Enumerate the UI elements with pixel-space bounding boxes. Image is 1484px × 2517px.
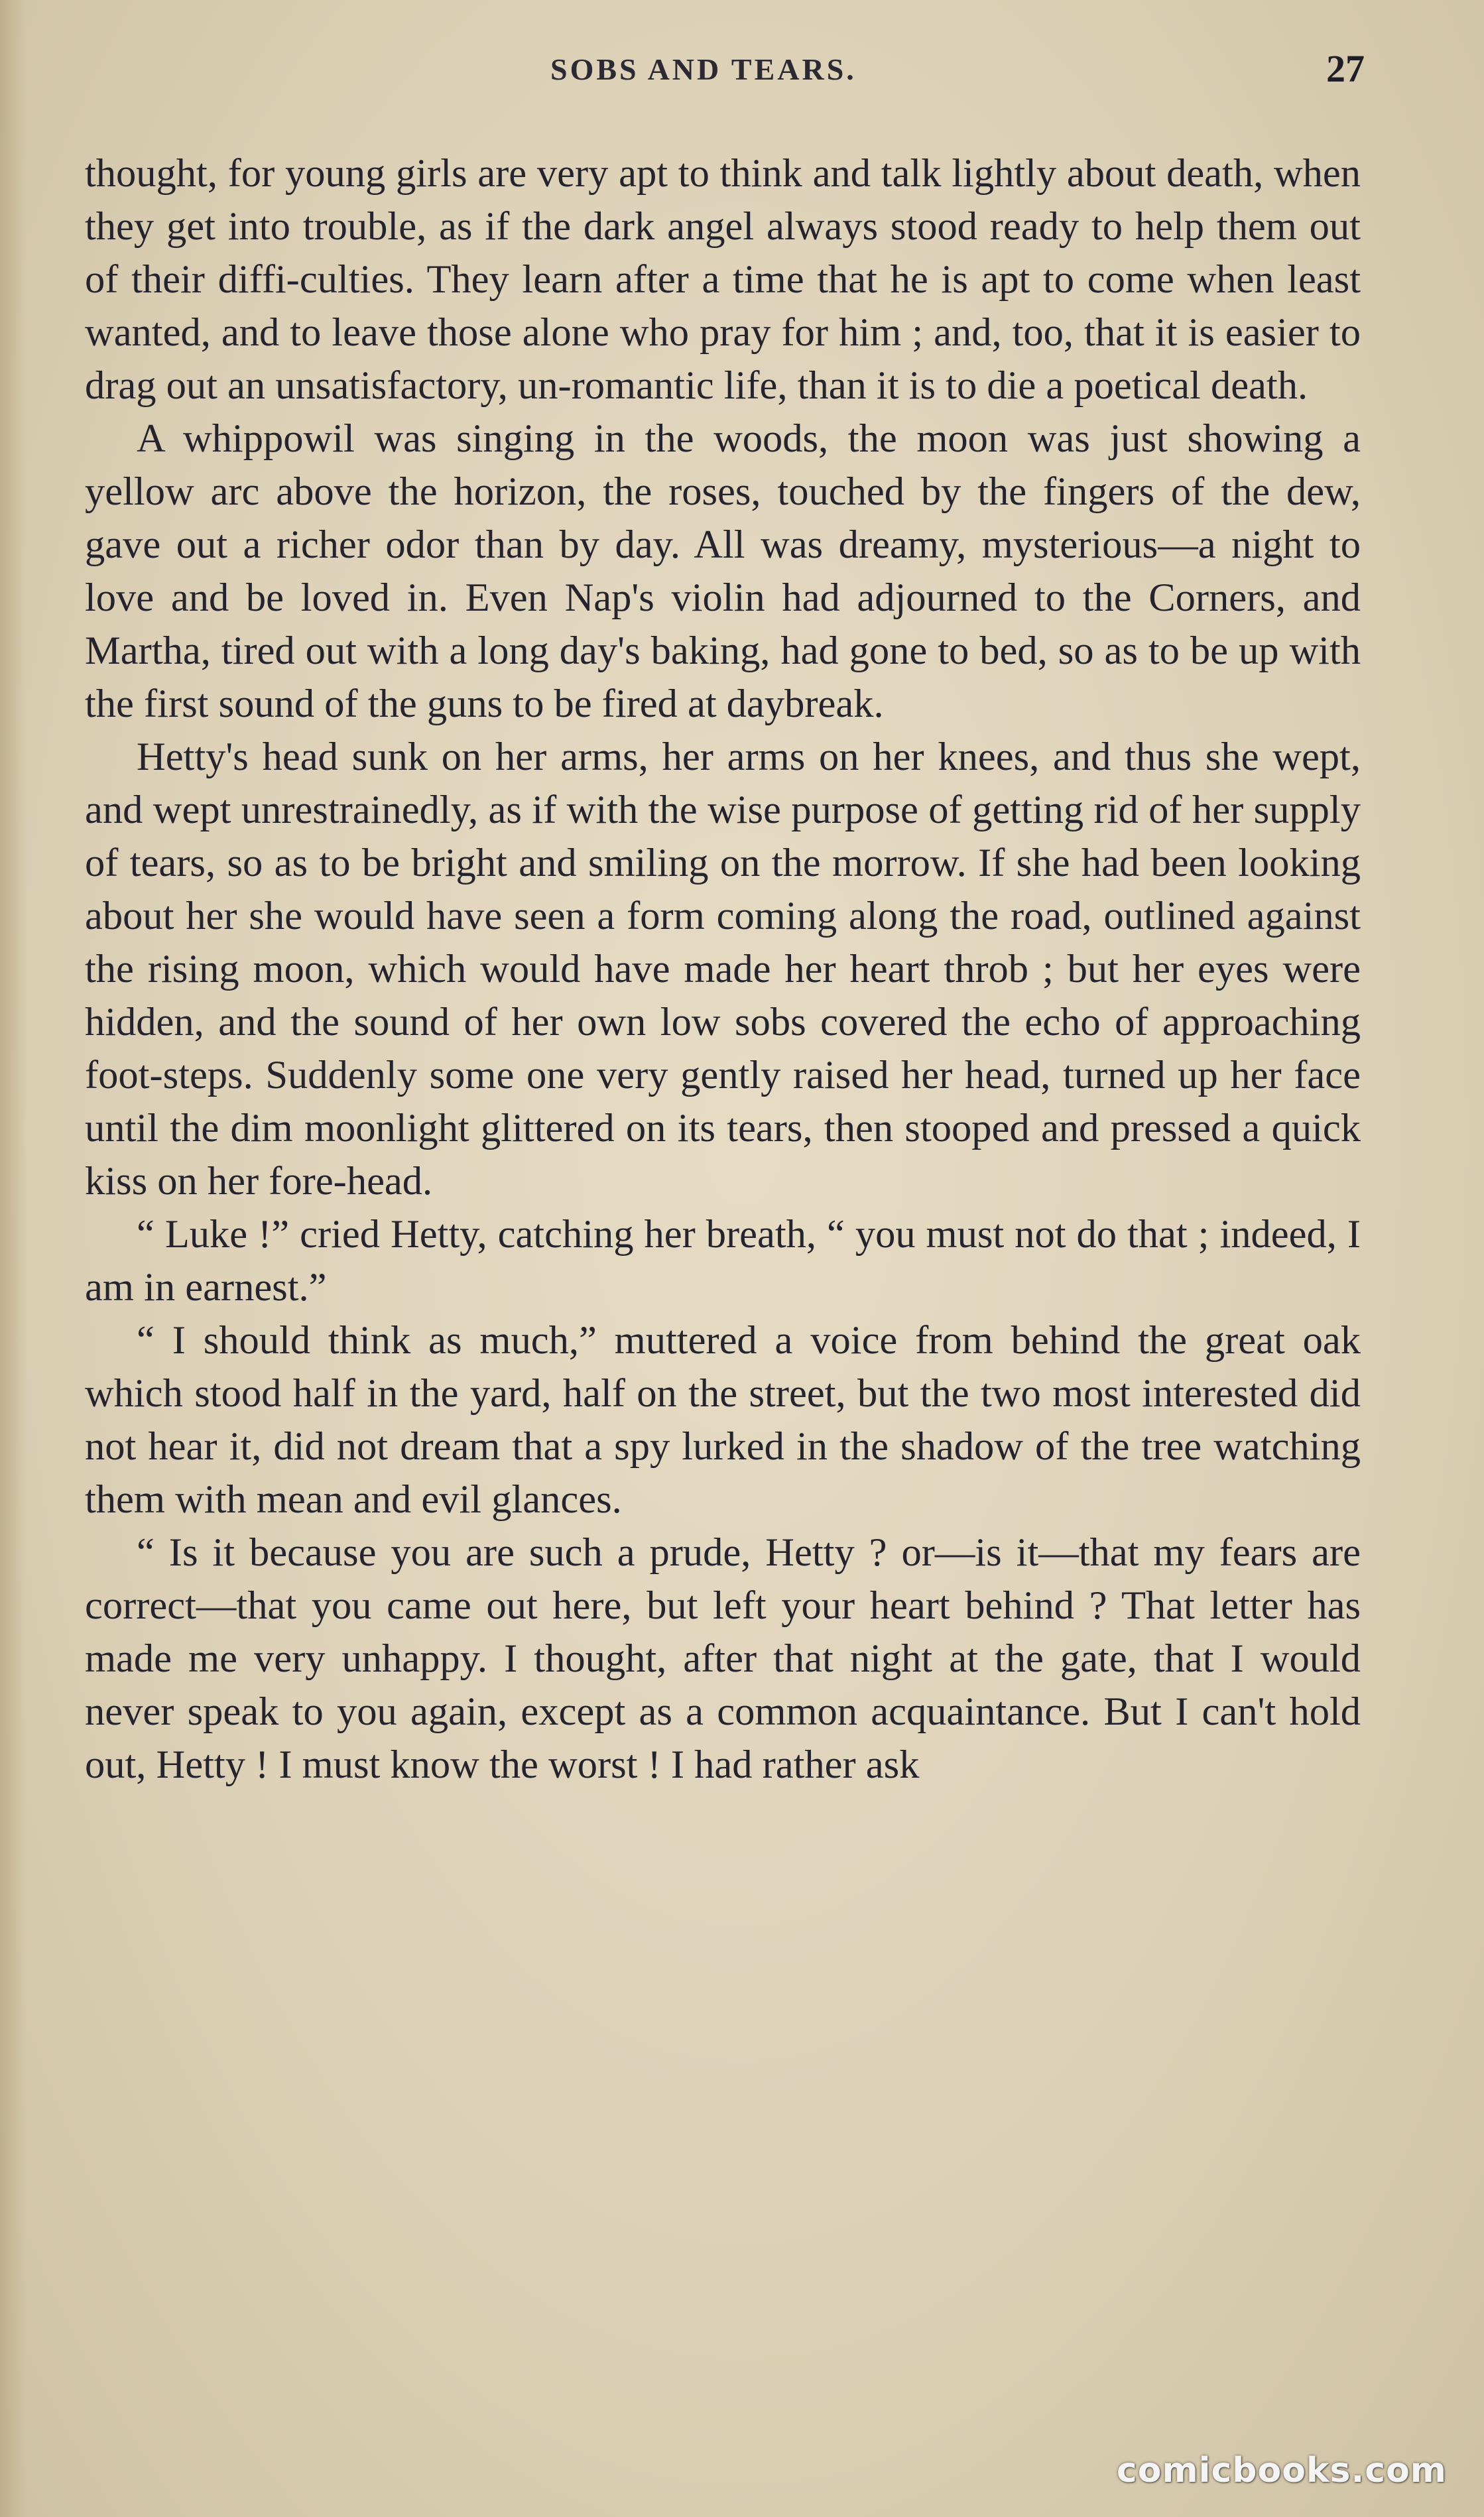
running-title: SOBS AND TEARS. — [550, 52, 857, 86]
page-number: 27 — [1326, 47, 1365, 90]
body-text — [85, 147, 1361, 1792]
paragraph: A whippowil was singing in the woods, the moon was just showing a yellow arc above the horizon, the roses, touched by the fingers of the dew, gave out a richer odor than by day. All was dreamy, mysterious—a night to love and be loved in. Even Nap's violin had adjourned to the Corners, and Martha, tired out with a long day's baking, had gone to bed, so as to be up with the first sound of the guns to be fired at daybreak. — [85, 416, 1361, 726]
watermark: comicbooks.com — [1116, 2451, 1447, 2490]
paragraph: “ Is it because you are such a prude, Hetty ? or—is it—that my fears are correct—that you came out here, but left your heart behind ? That letter has made me very unhappy. I thought, after that night at the gate, that I would never speak to you again, except as a common acquaintance. But I can't hold out, Hetty ! I must know the worst ! I had rather ask — [85, 1530, 1361, 1787]
paragraph: Hetty's head sunk on her arms, her arms on her knees, and thus she wept, and wept unrestrainedly, as if with the wise purpose of getting rid of her supply of tears, so as to be bright and smiling on the morrow. If she had been looking about her she would have seen a form coming along the road, outlined against the rising moon, which would have made her heart throb ; but her eyes were hidden, and the sound of her own low sobs covered the echo of approaching foot-steps. Suddenly some one very gently raised her head, turned up her face until the dim moonlight glittered on its tears, then stooped and pressed a quick kiss on her fore-head. — [85, 735, 1361, 1203]
page-header — [0, 46, 1484, 99]
paragraph-continuation: thought, for young girls are very apt to think and talk lightly about death, when they get into trouble, as if the dark angel always stood ready to help them out of their diffi-culties. They learn after a time that he is apt to come when least wanted, and to leave those alone who pray for him ; and, too, that it is easier to drag out an unsatisfactory, un-romantic life, than it is to die a poetical death. — [85, 151, 1361, 408]
paragraph: “ Luke !” cried Hetty, catching her breath, “ you must not do that ; indeed, I am in earnest.” — [85, 1212, 1361, 1310]
paragraph: “ I should think as much,” muttered a voice from behind the great oak which stood half in the yard, half on the street, but the two most interested did not hear it, did not dream that a spy lurked in the shadow of the tree watching them with mean and evil glances. — [85, 1318, 1361, 1522]
